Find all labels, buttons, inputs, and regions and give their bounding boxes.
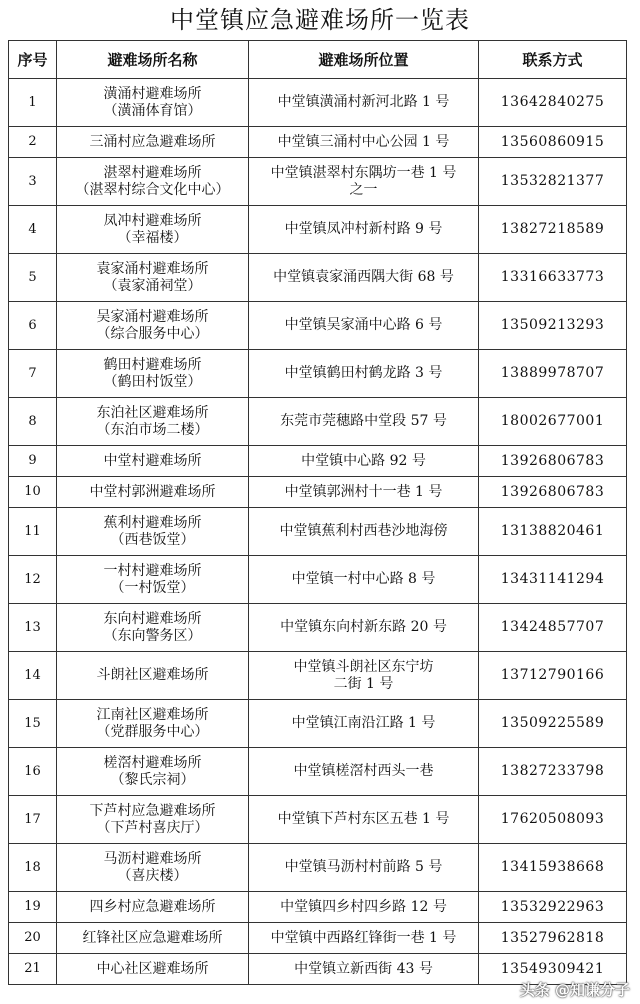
row-index: 8 — [9, 398, 57, 446]
shelter-venue: （袁家涌祠堂） — [103, 277, 202, 294]
shelter-venue: （西巷饭堂） — [110, 531, 195, 548]
table-row — [9, 398, 627, 446]
shelter-venue: （下芦村喜庆厅） — [96, 819, 209, 836]
shelter-venue: （党群服务中心） — [96, 723, 209, 740]
shelter-location-cell — [249, 127, 479, 158]
shelter-location-cell — [249, 254, 479, 302]
contact-phone: 13926806783 — [479, 446, 627, 477]
shelter-name: 三涌村应急避难场所 — [89, 133, 216, 150]
shelter-location-cell — [249, 508, 479, 556]
contact-phone: 13827218589 — [479, 206, 627, 254]
shelter-venue: （综合服务中心） — [96, 325, 209, 342]
row-index: 10 — [9, 477, 57, 508]
row-index: 4 — [9, 206, 57, 254]
shelter-location: 中堂镇斗朗社区东宁坊 — [293, 658, 434, 675]
shelter-name: 蕉利村避难场所 — [103, 514, 202, 531]
shelter-name-cell — [57, 350, 249, 398]
table-row — [9, 302, 627, 350]
contact-phone: 13560860915 — [479, 127, 627, 158]
shelter-location-cell — [249, 206, 479, 254]
contact-phone: 17620508093 — [479, 796, 627, 844]
row-index: 21 — [9, 954, 57, 985]
contact-phone: 13712790166 — [479, 652, 627, 700]
shelter-location: 中堂镇鹤田村鹤龙路 3 号 — [284, 365, 443, 382]
shelter-venue: （一村饭堂） — [110, 579, 195, 596]
shelter-name-cell — [57, 700, 249, 748]
shelter-name-cell — [57, 892, 249, 923]
contact-phone: 13527962818 — [479, 923, 627, 954]
shelter-name: 潢涌村避难场所 — [103, 85, 202, 102]
shelter-name: 斗朗社区避难场所 — [96, 667, 209, 684]
shelter-venue: （东泊市场二楼） — [96, 421, 209, 438]
shelter-location-cell — [249, 700, 479, 748]
row-index: 11 — [9, 508, 57, 556]
table-row — [9, 350, 627, 398]
shelter-location: 中堂镇东向村新东路 20 号 — [280, 619, 447, 636]
shelter-name: 袁家涌村避难场所 — [96, 260, 209, 277]
shelter-name: 中堂村避难场所 — [103, 452, 202, 469]
contact-phone: 13316633773 — [479, 254, 627, 302]
shelter-venue: （东向警务区） — [103, 627, 202, 644]
shelter-location-continued: 之一 — [349, 181, 378, 198]
page-title: 中堂镇应急避难场所一览表 — [170, 6, 470, 34]
column-header-location: 避难场所位置 — [249, 41, 479, 79]
shelter-name-cell — [57, 206, 249, 254]
shelter-location: 中堂镇三涌村中心公园 1 号 — [277, 133, 450, 150]
table-row — [9, 748, 627, 796]
table-row — [9, 652, 627, 700]
shelter-venue: （喜庆楼） — [117, 867, 188, 884]
table-row — [9, 844, 627, 892]
shelter-name: 吴家涌村避难场所 — [96, 308, 209, 325]
table-row — [9, 477, 627, 508]
shelter-name-cell — [57, 254, 249, 302]
shelter-name-cell — [57, 604, 249, 652]
shelter-location: 中堂镇一村中心路 8 号 — [291, 571, 436, 588]
shelter-name: 红锋社区应急避难场所 — [82, 929, 223, 946]
shelter-name: 一村村避难场所 — [103, 562, 202, 579]
shelter-location: 中堂镇中心路 92 号 — [301, 452, 426, 469]
shelter-location-cell — [249, 446, 479, 477]
row-index: 19 — [9, 892, 57, 923]
shelter-name: 下芦村应急避难场所 — [89, 802, 216, 819]
column-header-contact: 联系方式 — [479, 41, 627, 79]
shelter-venue: （幸福楼） — [117, 229, 188, 246]
shelter-location-cell — [249, 302, 479, 350]
contact-phone: 13827233798 — [479, 748, 627, 796]
shelter-location-cell — [249, 604, 479, 652]
contact-phone: 13889978707 — [479, 350, 627, 398]
shelter-name-cell — [57, 556, 249, 604]
shelter-name-cell — [57, 844, 249, 892]
contact-phone: 13532922963 — [479, 892, 627, 923]
shelter-venue: （黎氏宗祠） — [110, 771, 195, 788]
shelter-location-cell — [249, 954, 479, 985]
shelter-name: 中堂村郭洲避难场所 — [89, 483, 216, 500]
shelter-name: 马沥村避难场所 — [103, 850, 202, 867]
table-row — [9, 508, 627, 556]
shelter-location: 中堂镇郭洲村十一巷 1 号 — [284, 483, 443, 500]
table-row — [9, 796, 627, 844]
table-row — [9, 127, 627, 158]
shelter-location-cell — [249, 398, 479, 446]
shelter-location: 中堂镇四乡村四乡路 12 号 — [280, 898, 447, 915]
shelter-name-cell — [57, 748, 249, 796]
shelter-name-cell — [57, 446, 249, 477]
shelter-location-cell — [249, 892, 479, 923]
table-row — [9, 254, 627, 302]
shelter-venue: （潢涌体育馆） — [103, 102, 202, 119]
table-row — [9, 556, 627, 604]
shelter-name-cell — [57, 954, 249, 985]
shelter-location: 中堂镇蕉利村西巷沙地海傍 — [279, 523, 448, 540]
table-row — [9, 158, 627, 206]
shelter-location: 中堂镇槎滘村西头一巷 — [293, 763, 434, 780]
table-row — [9, 923, 627, 954]
watermark-text: 头条 @知谦分子 — [519, 981, 630, 999]
row-index: 20 — [9, 923, 57, 954]
row-index: 7 — [9, 350, 57, 398]
table-header-row — [9, 41, 627, 79]
shelter-location-cell — [249, 556, 479, 604]
shelter-location: 中堂镇立新西街 43 号 — [294, 960, 433, 977]
table-row — [9, 604, 627, 652]
contact-phone: 13509225589 — [479, 700, 627, 748]
shelter-location-cell — [249, 79, 479, 127]
contact-phone: 13532821377 — [479, 158, 627, 206]
shelter-location: 中堂镇袁家涌西隅大街 68 号 — [273, 269, 454, 286]
shelter-name: 江南社区避难场所 — [96, 706, 209, 723]
shelter-name-cell — [57, 158, 249, 206]
shelter-location-cell — [249, 350, 479, 398]
row-index: 17 — [9, 796, 57, 844]
contact-phone: 13431141294 — [479, 556, 627, 604]
shelter-name-cell — [57, 508, 249, 556]
shelter-name-cell — [57, 477, 249, 508]
shelter-venue: （湛翠村综合文化中心） — [75, 181, 230, 198]
shelter-venue: （鹤田村饭堂） — [103, 373, 202, 390]
row-index: 16 — [9, 748, 57, 796]
shelter-location-cell — [249, 477, 479, 508]
shelter-location-cell — [249, 158, 479, 206]
shelter-table — [8, 40, 627, 985]
row-index: 6 — [9, 302, 57, 350]
shelter-name: 槎滘村避难场所 — [103, 754, 202, 771]
shelter-location: 中堂镇吴家涌中心路 6 号 — [284, 317, 443, 334]
contact-phone: 13549309421 — [479, 954, 627, 985]
contact-phone: 13138820461 — [479, 508, 627, 556]
row-index: 12 — [9, 556, 57, 604]
shelter-location: 中堂镇下芦村东区五巷 1 号 — [277, 811, 450, 828]
shelter-location: 中堂镇马沥村村前路 5 号 — [284, 859, 443, 876]
shelter-location: 中堂镇潢涌村新河北路 1 号 — [277, 94, 450, 111]
shelter-name: 东向村避难场所 — [103, 610, 202, 627]
table-body — [9, 79, 627, 985]
shelter-location-cell — [249, 652, 479, 700]
shelter-location: 中堂镇凤冲村新村路 9 号 — [284, 221, 443, 238]
row-index: 9 — [9, 446, 57, 477]
table-row — [9, 79, 627, 127]
shelter-location-cell — [249, 748, 479, 796]
table-row — [9, 446, 627, 477]
shelter-name-cell — [57, 398, 249, 446]
row-index: 13 — [9, 604, 57, 652]
row-index: 5 — [9, 254, 57, 302]
shelter-name: 湛翠村避难场所 — [103, 164, 202, 181]
row-index: 14 — [9, 652, 57, 700]
shelter-name: 东泊社区避难场所 — [96, 404, 209, 421]
column-header-index: 序号 — [9, 41, 57, 79]
shelter-name: 中心社区避难场所 — [96, 960, 209, 977]
shelter-location-continued: 二街 1 号 — [333, 675, 394, 692]
contact-phone: 18002677001 — [479, 398, 627, 446]
shelter-name-cell — [57, 79, 249, 127]
shelter-name-cell — [57, 796, 249, 844]
contact-phone: 13926806783 — [479, 477, 627, 508]
contact-phone: 13415938668 — [479, 844, 627, 892]
shelter-location-cell — [249, 923, 479, 954]
shelter-name: 鹤田村避难场所 — [103, 356, 202, 373]
contact-phone: 13424857707 — [479, 604, 627, 652]
shelter-location-cell — [249, 796, 479, 844]
contact-phone: 13509213293 — [479, 302, 627, 350]
shelter-name-cell — [57, 302, 249, 350]
row-index: 1 — [9, 79, 57, 127]
shelter-location-cell — [249, 844, 479, 892]
contact-phone: 13642840275 — [479, 79, 627, 127]
shelter-name: 凤冲村避难场所 — [103, 212, 202, 229]
row-index: 3 — [9, 158, 57, 206]
row-index: 2 — [9, 127, 57, 158]
column-header-name: 避难场所名称 — [57, 41, 249, 79]
shelter-name: 四乡村应急避难场所 — [89, 898, 216, 915]
shelter-location: 中堂镇中西路红锋街一巷 1 号 — [270, 929, 457, 946]
table-row — [9, 206, 627, 254]
row-index: 15 — [9, 700, 57, 748]
shelter-location: 东莞市莞穗路中堂段 57 号 — [280, 413, 447, 430]
shelter-name-cell — [57, 652, 249, 700]
table-row — [9, 700, 627, 748]
shelter-name-cell — [57, 127, 249, 158]
shelter-location: 中堂镇湛翠村东隅坊一巷 1 号 — [270, 164, 457, 181]
row-index: 18 — [9, 844, 57, 892]
table-row — [9, 892, 627, 923]
shelter-location: 中堂镇江南沿江路 1 号 — [291, 715, 436, 732]
shelter-name-cell — [57, 923, 249, 954]
